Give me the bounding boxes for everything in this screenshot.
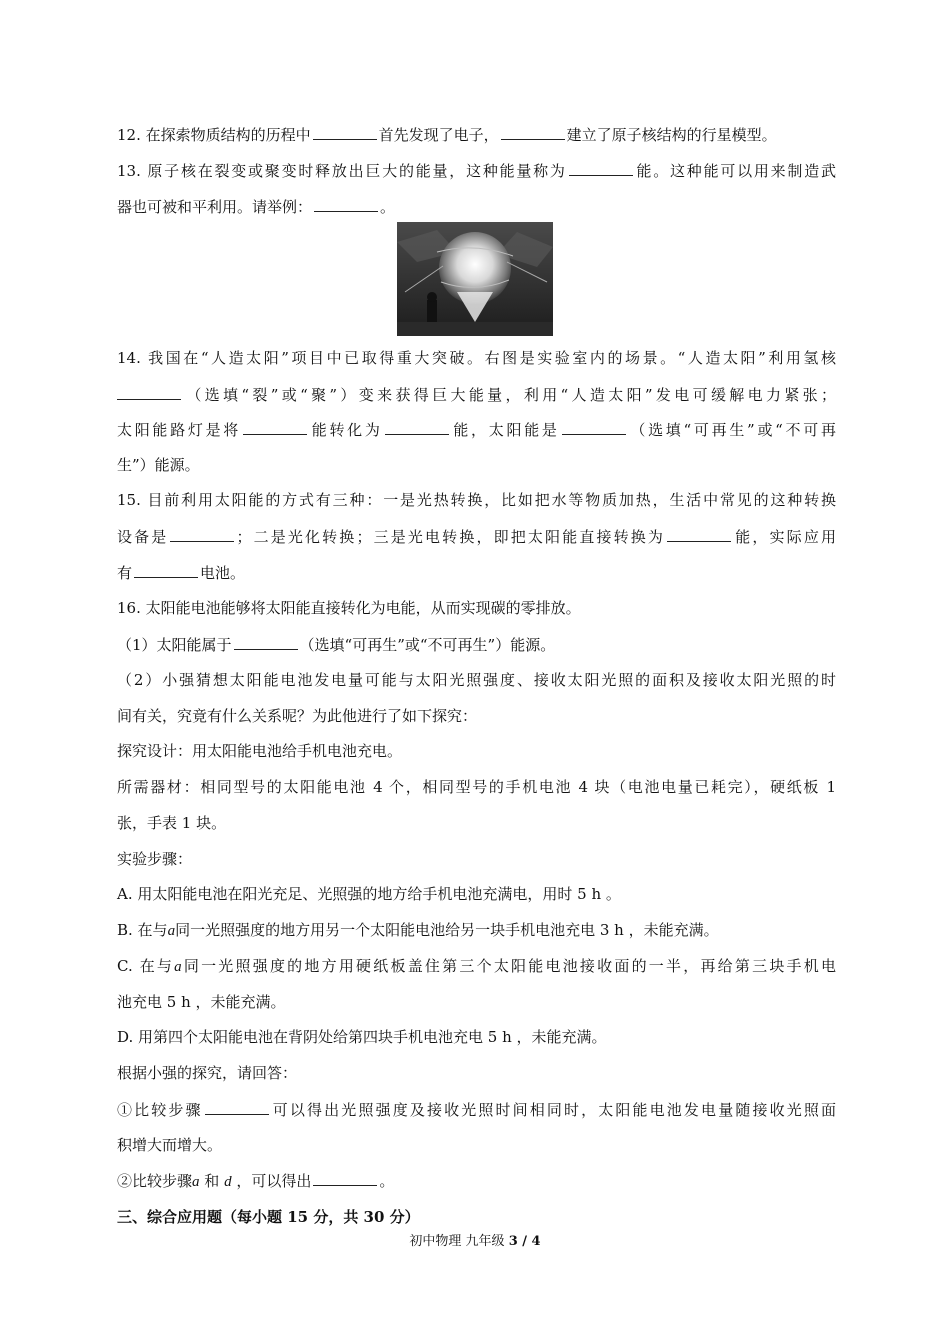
q15-line-2 [117, 526, 836, 547]
answer-blank[interactable] [243, 419, 307, 435]
q15-line-3 [117, 562, 245, 583]
q16-materials-text-2: 张，手表 1 块。 [117, 814, 227, 832]
q15-text-e: 有 [117, 564, 133, 582]
q12-text-b: 首先发现了电子， [378, 126, 499, 144]
q16-step-c-line-2 [117, 992, 286, 1012]
answer-blank[interactable] [501, 124, 565, 140]
q12-text-a: 12. 在探索物质结构的历程中 [117, 126, 311, 144]
artificial-sun-photo [397, 222, 553, 336]
answer-blank[interactable] [562, 419, 626, 435]
q16-r2-var-2: d [224, 1174, 232, 1190]
q16-r1-text-a: ①比较步骤 [117, 1101, 203, 1119]
q16-p1-text-b: （选填“可再生”或“不可再生”）能源。 [299, 636, 556, 654]
q16-step-c-text-a: C. 在与 [117, 957, 175, 975]
q16-step-d-text: D. 用第四个太阳能电池在背阴处给第四块手机电池充电 5 h ，未能充满。 [117, 1028, 607, 1046]
q16-part2-line-1 [117, 670, 836, 690]
q13-line-2 [117, 196, 395, 217]
answer-blank[interactable] [117, 384, 181, 400]
q16-ask-text: 根据小强的探究，请回答： [117, 1064, 298, 1082]
q16-r2-text-c: 。 [379, 1172, 395, 1190]
q16-step-a [117, 884, 621, 904]
q14-text-g: 生”）能源。 [117, 456, 200, 474]
q16-materials-text-1: 所需器材：相同型号的太阳能电池 4 个，相同型号的手机电池 4 块（电池电量已耗完），硬纸板 1 [117, 778, 836, 796]
q16-step-b-text-b: 同一光照强度的地方用另一个太阳能电池给另一块手机电池充电 3 h ，未能充满。 [175, 921, 719, 939]
answer-blank[interactable] [313, 1170, 377, 1186]
q16-r1-text-c: 积增大而增大。 [117, 1136, 223, 1154]
q16-step-b-text-a: B. 在与 [117, 921, 168, 939]
q16-materials-line-2 [117, 813, 226, 833]
q14-text-d: 能转化为 [309, 421, 383, 439]
q16-step-c-text-2: 池充电 5 h ，未能充满。 [117, 993, 286, 1011]
q16-p1-text-a: （1）太阳能属于 [117, 636, 232, 654]
q13-text-a: 13. 原子核在裂变或聚变时释放出巨大的能量，这种能量称为 [117, 162, 567, 180]
q15-text-f: 电池。 [200, 564, 246, 582]
answer-blank[interactable] [385, 419, 449, 435]
q16-materials-line-1 [117, 777, 836, 797]
q16-part1 [117, 634, 555, 655]
q16-part2-line-2 [117, 706, 477, 726]
q14-text-c: 太阳能路灯是将 [117, 421, 242, 439]
answer-blank[interactable] [170, 526, 234, 542]
footer-subject: 初中物理 九年级 [409, 1234, 505, 1249]
q16-intro-text: 16. 太阳能电池能够将太阳能直接转化为电能，从而实现碳的零排放。 [117, 599, 581, 617]
q16-step-b-var: a [167, 923, 176, 939]
footer-page-number: 3 / 4 [508, 1234, 541, 1249]
q16-ask [117, 1063, 297, 1083]
q16-design-text: 探究设计：用太阳能电池给手机电池充电。 [117, 742, 403, 760]
answer-blank[interactable] [314, 196, 378, 212]
q16-intro [117, 598, 581, 618]
q16-p2-text-a: （2）小强猜想太阳能电池发电量可能与太阳光照强度、接收太阳光照的面积及接收太阳光照的时 [117, 671, 836, 689]
answer-blank[interactable] [205, 1099, 269, 1115]
answer-blank[interactable] [569, 160, 633, 176]
q16-answer-1-line-2 [117, 1135, 222, 1155]
q16-p2-text-b: 间有关，究竟有什么关系呢？为此他进行了如下探究： [117, 707, 478, 725]
q16-step-c-var: a [174, 959, 182, 975]
q14-text-b: （选填“裂”或“聚”）变来获得巨大能量，利用“人造太阳”发电可缓解电力紧张； [183, 386, 836, 404]
q16-r2-var-1: a [192, 1174, 200, 1190]
page-footer [0, 1230, 950, 1249]
q15-text-a: 15. 目前利用太阳能的方式有三种：一是光热转换，比如把水等物质加热，生活中常见的这种转换 [117, 491, 836, 509]
q14-text-a: 14. 我国在“人造太阳”项目中已取得重大突破。右图是实验室内的场景。“人造太阳”利用氢核 [117, 349, 836, 367]
q13-text-c: 器也可被和平利用。请举例： [117, 198, 313, 216]
section-3-text: 三、综合应用题（每小题 15 分，共 30 分） [117, 1208, 420, 1226]
q16-r2-text-a: ②比较步骤 [117, 1172, 193, 1190]
answer-blank[interactable] [313, 124, 377, 140]
q16-answer-2 [117, 1170, 394, 1192]
answer-blank[interactable] [667, 526, 731, 542]
q16-r2-text-b: ，可以得出 [236, 1172, 312, 1190]
q14-line-1 [117, 348, 836, 368]
q15-line-1 [117, 490, 836, 510]
q16-r1-text-b: 可以得出光照强度及接收光照时间相同时，太阳能电池发电量随接收光照面 [270, 1101, 836, 1119]
q16-step-c-text-b: 同一光照强度的地方用硬纸板盖住第三个太阳能电池接收面的一半，再给第三块手机电 [181, 957, 836, 975]
q15-text-d: 能，实际应用 [733, 528, 836, 546]
q16-step-d [117, 1027, 607, 1047]
q12-text-c: 建立了原子核结构的行星模型。 [566, 126, 777, 144]
section-3-heading [117, 1207, 420, 1227]
q14-text-f: （选填“可再生”或“不可再 [627, 421, 836, 439]
q16-steps-heading [117, 849, 192, 869]
q16-answer-1-line-1 [117, 1099, 836, 1120]
q16-step-a-text: A. 用太阳能电池在阳光充足、光照强的地方给手机电池充满电，用时 5 h 。 [117, 885, 621, 903]
q14-line-3 [117, 419, 836, 440]
q14-line-4 [117, 455, 200, 475]
q14-line-2 [117, 384, 836, 405]
q15-text-c: ；二是光化转换；三是光电转换，即把太阳能直接转换为 [236, 528, 666, 546]
q16-step-c-line-1 [117, 956, 836, 977]
q14-text-e: 能，太阳能是 [450, 421, 560, 439]
q16-r2-text-m: 和 [204, 1172, 220, 1190]
answer-blank[interactable] [234, 634, 298, 650]
q15-text-b: 设备是 [117, 528, 169, 546]
answer-blank[interactable] [134, 562, 198, 578]
q13-text-d: 。 [380, 198, 396, 216]
q12-line [117, 124, 777, 145]
q16-design [117, 741, 402, 761]
q16-steps-text: 实验步骤： [117, 850, 193, 868]
q13-text-b: 能。这种能可以用来制造武 [634, 162, 836, 180]
q16-step-b [117, 920, 719, 941]
q13-line-1 [117, 160, 836, 181]
